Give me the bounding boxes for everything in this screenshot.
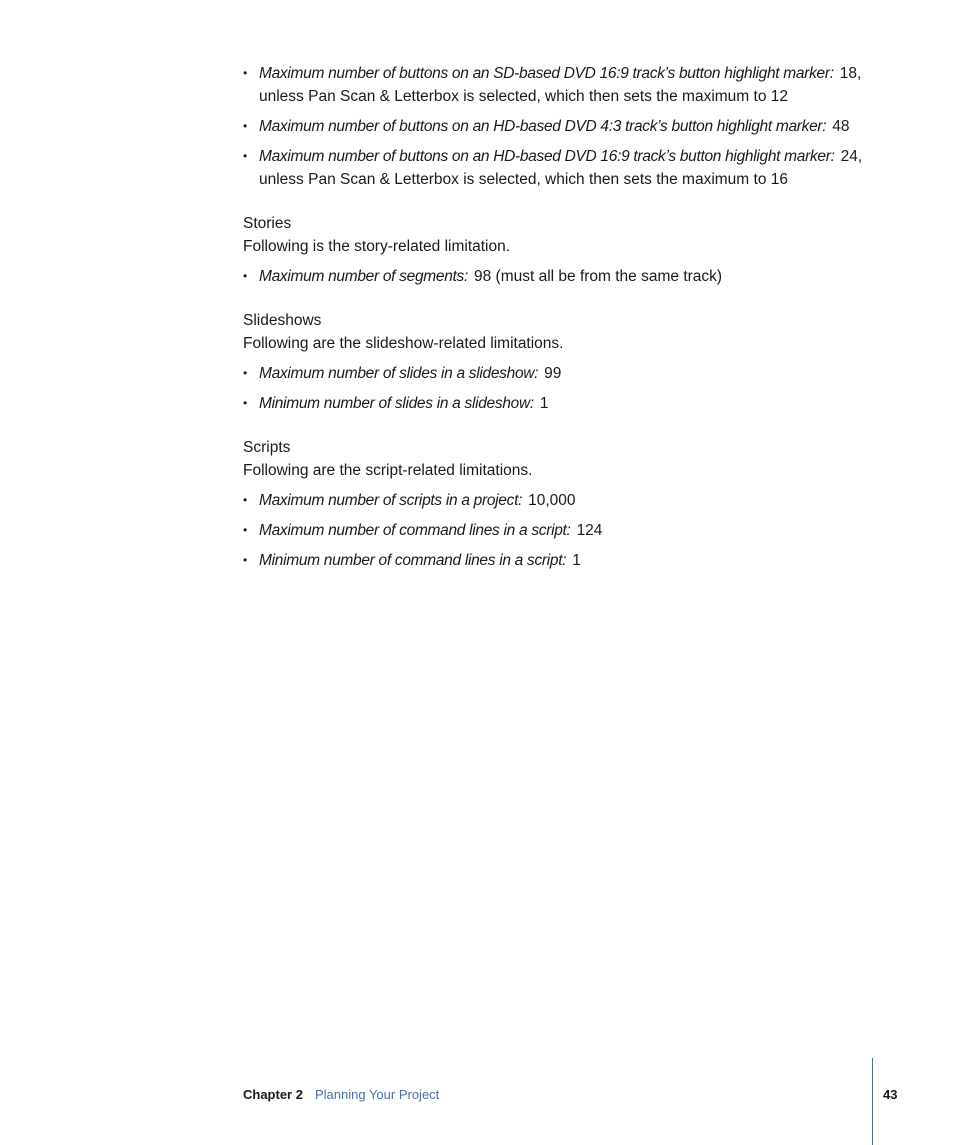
list-item [243, 265, 883, 288]
bullet-icon: • [243, 396, 248, 410]
limit-term: Maximum number of buttons on an HD-based DVD 16:9 track’s button highlight marker: [259, 148, 835, 165]
bullet-icon: • [243, 66, 248, 80]
limit-term: Maximum number of segments: [259, 268, 468, 285]
limit-value: 18, unless Pan Scan & Letterbox is selected, which then sets the maximum to 12 [259, 65, 862, 105]
top-bullet-list [243, 62, 883, 191]
section-heading: Stories [243, 215, 292, 232]
bullet-icon: • [243, 149, 248, 163]
limit-value: 98 (must all be from the same track) [473, 268, 723, 285]
slideshows-bullet-list [243, 362, 883, 415]
stories-bullet-list [243, 265, 883, 288]
limit-term: Maximum number of buttons on an SD-based DVD 16:9 track’s button highlight marker: [259, 65, 834, 82]
section-intro: Following are the script-related limitations. [243, 462, 533, 479]
bullet-icon: • [243, 553, 248, 567]
page-content [243, 62, 883, 579]
limit-term: Maximum number of slides in a slideshow: [259, 365, 539, 382]
limit-term: Maximum number of scripts in a project: [259, 492, 523, 509]
bullet-icon: • [243, 493, 248, 507]
section-intro: Following are the slideshow-related limitations. [243, 335, 564, 352]
stories-section [243, 212, 883, 288]
limit-value: 1 [539, 395, 549, 412]
list-item [243, 145, 883, 191]
limit-value: 99 [544, 365, 562, 382]
limit-term: Maximum number of buttons on an HD-based DVD 4:3 track’s button highlight marker: [259, 118, 827, 135]
limit-term: Minimum number of slides in a slideshow: [259, 395, 534, 412]
scripts-bullet-list [243, 489, 883, 572]
chapter-label: Chapter 2 [243, 1087, 303, 1102]
list-item [243, 62, 883, 108]
limit-value: 48 [832, 118, 850, 135]
list-item [243, 362, 883, 385]
list-item [243, 392, 883, 415]
list-item [243, 489, 883, 512]
limit-value: 24, unless Pan Scan & Letterbox is selected, which then sets the maximum to 16 [259, 148, 863, 188]
slideshows-section [243, 309, 883, 415]
list-item [243, 115, 883, 138]
limit-term: Maximum number of command lines in a script: [259, 522, 571, 539]
section-intro: Following is the story-related limitation. [243, 238, 511, 255]
bullet-icon: • [243, 269, 248, 283]
chapter-title-link[interactable]: Planning Your Project [314, 1087, 440, 1102]
limit-term: Minimum number of command lines in a script: [259, 552, 567, 569]
section-heading: Scripts [243, 439, 291, 456]
scripts-section [243, 436, 883, 572]
list-item [243, 549, 883, 572]
limit-value: 1 [572, 552, 581, 569]
section-heading: Slideshows [243, 312, 322, 329]
page-number: 43 [883, 1087, 898, 1102]
list-item [243, 519, 883, 542]
footer-divider [872, 1058, 873, 1145]
limit-value: 124 [576, 522, 603, 539]
bullet-icon: • [243, 119, 248, 133]
page-footer [243, 1085, 439, 1105]
bullet-icon: • [243, 523, 248, 537]
limit-value: 10,000 [528, 492, 576, 509]
bullet-icon: • [243, 366, 248, 380]
